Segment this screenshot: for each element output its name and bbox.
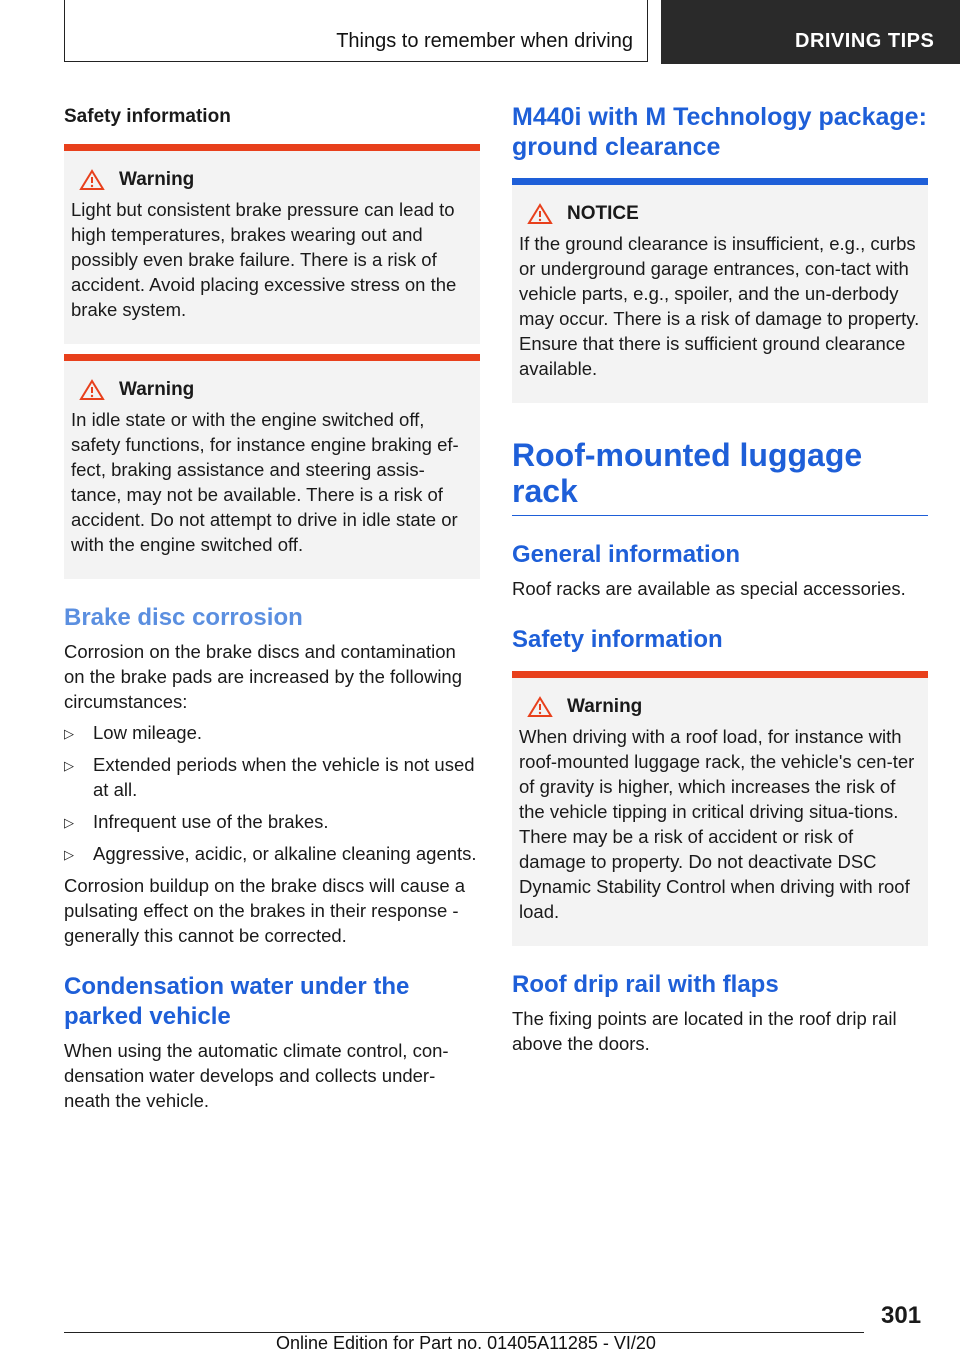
triangle-bullet-icon: ▷ — [64, 815, 74, 830]
notice-box-ground-clearance — [512, 178, 928, 403]
warning-box-roof-load — [512, 671, 928, 946]
brake-disc-corrosion-heading: Brake disc corrosion — [64, 604, 303, 631]
left-column — [64, 96, 480, 1113]
right-column — [512, 96, 928, 1056]
list-item: ▷ Low mileage. — [64, 720, 480, 745]
list-item: ▷ Infrequent use of the brakes. — [64, 809, 480, 834]
warning-box-idle-state — [64, 354, 480, 579]
roof-luggage-rack-heading: Roof-mounted luggage rack — [512, 437, 928, 516]
warning-text: When driving with a roof load, for instance with roof-mounted luggage rack, the vehicle's cen-ter of gravity is higher, which increases the risk of the vehicle tipping in critical driving situa-tions. There may be a risk of accident or risk of damage to property. Do not deactivate DSC Dynamic Stability Control when driving with roof load. — [519, 726, 915, 922]
header-section-tab — [64, 0, 648, 62]
header-chapter-tab — [661, 0, 960, 64]
footer-edition: Online Edition for Part no. 01405A11285 - VI/20 — [276, 1333, 656, 1353]
page-number: 301 — [881, 1302, 922, 1329]
warning-triangle-icon — [79, 169, 105, 191]
brake-outro-text: Corrosion buildup on the brake discs will cause a pulsating effect on the brakes in their response - generally this cannot be corrected. — [64, 875, 466, 946]
triangle-bullet-icon: ▷ — [64, 758, 74, 773]
condensation-heading: Condensation water under the parked vehicle — [64, 973, 410, 1030]
warning-text: In idle state or with the engine switched off, safety functions, for instance engine braking ef-fect, braking assistance and steering assis-tance, may not be available. There is a risk of accident. Do not attempt to drive in idle state or with the engine switched off. — [71, 409, 459, 555]
brake-circumstances-list — [64, 720, 480, 866]
general-information-text: Roof racks are available as special accessories. — [512, 578, 906, 599]
list-item: ▷ Extended periods when the vehicle is not used at all. — [64, 754, 475, 800]
brake-intro-text: Corrosion on the brake discs and contamination on the brake pads are increased by the following circumstances: — [64, 641, 463, 712]
warning-triangle-icon — [527, 696, 553, 718]
notice-text: If the ground clearance is insufficient, e.g., curbs or underground garage entrances, con-tact with vehicle parts, e.g., spoiler, and the un-derbody may occur. There is a risk of damage to property. Ensure that there is sufficient ground clearance available. — [519, 233, 920, 379]
warning-triangle-icon — [527, 203, 553, 225]
header-section-title: Things to remember when driving — [336, 30, 633, 52]
page-header — [64, 0, 960, 64]
roof-drip-rail-text: The fixing points are located in the roof drip rail above the doors. — [512, 1008, 897, 1054]
condensation-text: When using the automatic climate control, con-densation water develops and collects under-neath the vehicle. — [64, 1040, 449, 1111]
warning-text: Light but consistent brake pressure can lead to high temperatures, brakes wearing out and possibly even brake failure. There is a risk of accident. Avoid placing excessive stress on the brake system. — [71, 199, 457, 320]
warning-title: Warning — [119, 379, 195, 400]
warning-title: Warning — [119, 169, 195, 190]
general-information-heading: General information — [512, 541, 741, 568]
header-chapter-title: DRIVING TIPS — [795, 30, 935, 52]
warning-triangle-icon — [79, 379, 105, 401]
triangle-bullet-icon: ▷ — [64, 726, 74, 741]
warning-title: Warning — [567, 696, 643, 717]
roof-drip-rail-heading: Roof drip rail with flaps — [512, 971, 779, 998]
triangle-bullet-icon: ▷ — [64, 847, 74, 862]
roof-safety-information-heading: Safety information — [512, 626, 723, 653]
safety-information-heading: Safety information — [64, 106, 231, 127]
notice-title: NOTICE — [567, 203, 639, 224]
warning-box-brake-pressure — [64, 144, 480, 344]
list-item: ▷ Aggressive, acidic, or alkaline cleaning agents. — [64, 841, 480, 866]
m440i-ground-clearance-heading: M440i with M Technology package: ground clearance — [512, 103, 927, 161]
